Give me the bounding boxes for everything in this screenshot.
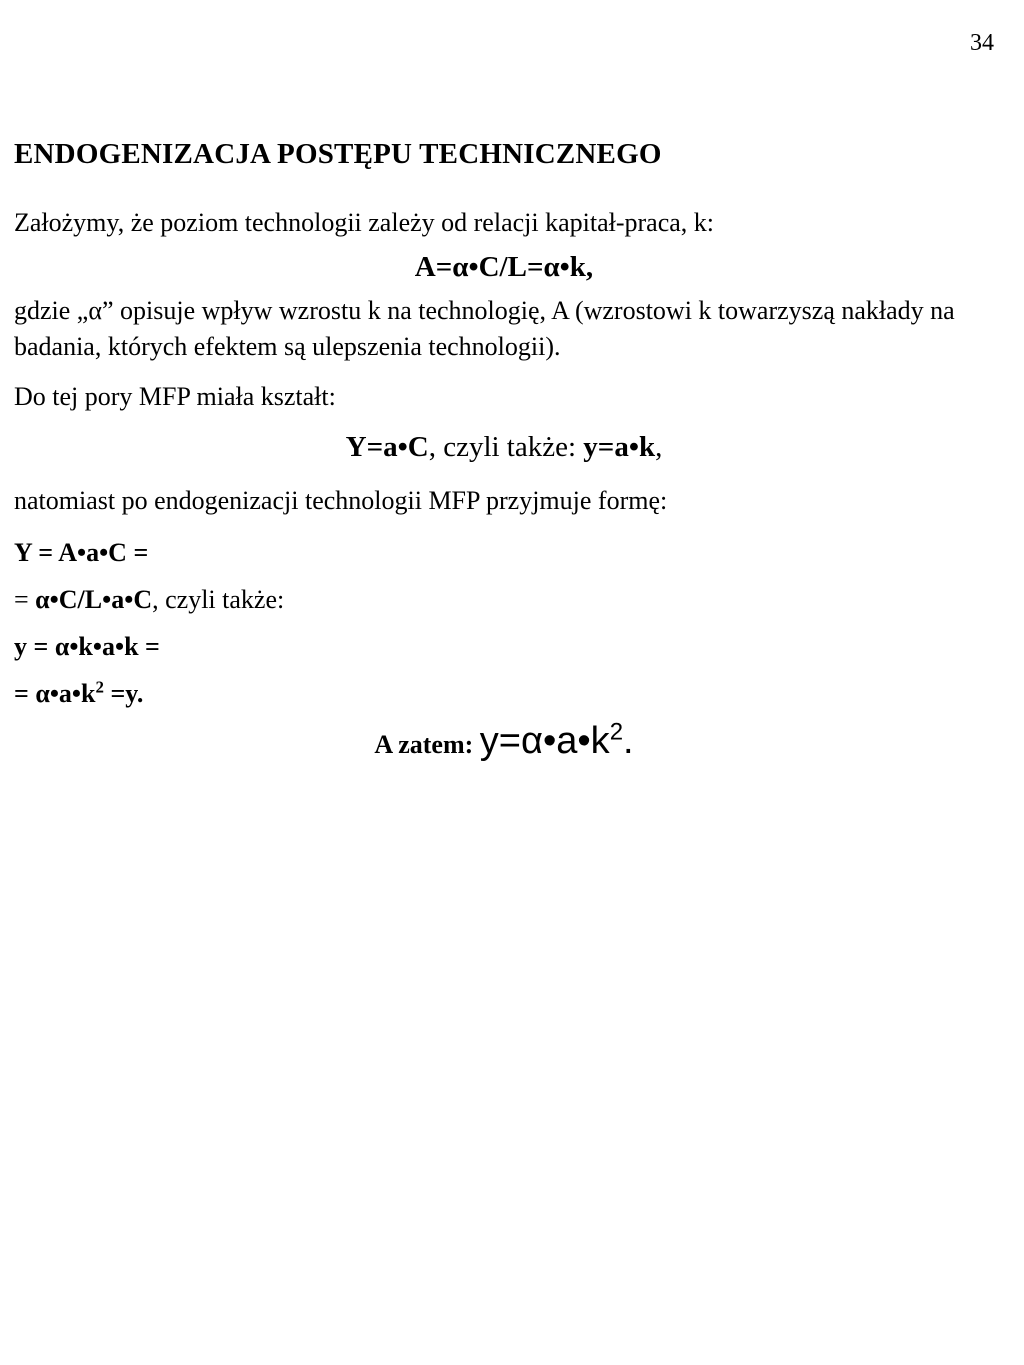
conclusion-formula-exponent: 2 bbox=[609, 718, 624, 746]
conclusion-line bbox=[14, 718, 994, 763]
mfp-endogenous-paragraph: natomiast po endogenizacji technologii MFP przyjmuje formę: bbox=[14, 486, 668, 515]
equation-mfp-previous bbox=[14, 429, 994, 465]
conclusion-formula-tail: . bbox=[623, 720, 634, 762]
conclusion-formula bbox=[480, 720, 634, 762]
page-title: ENDOGENIZACJA POSTĘPU TECHNICZNEGO bbox=[14, 138, 662, 170]
derivation-line-4-main: = α•a•k bbox=[14, 679, 96, 708]
document-body bbox=[14, 138, 994, 763]
equation-mfp-previous-connector: , czyli także: bbox=[428, 431, 584, 463]
equation-mfp-previous-y: y=a•k bbox=[583, 431, 656, 463]
derivation-line-4 bbox=[14, 676, 994, 712]
derivation-line-3: y = α•k•a•k = bbox=[14, 632, 160, 661]
derivation-line-2-formula: α•C/L•a•C bbox=[35, 585, 153, 614]
equation-mfp-previous-Y: Y=a•C bbox=[345, 431, 429, 463]
page-number: 34 bbox=[970, 30, 994, 56]
mfp-previous-paragraph: Do tej pory MFP miała kształt: bbox=[14, 382, 336, 411]
derivation-line-4-exponent: 2 bbox=[95, 677, 104, 697]
derivation-line-1: Y = A•a•C = bbox=[14, 538, 149, 567]
conclusion-formula-main: y=α•a•k bbox=[479, 720, 610, 762]
derivation-line-2-suffix: , czyli także: bbox=[152, 585, 285, 614]
equation-technology: A=α•C/L=α•k, bbox=[414, 251, 594, 283]
alpha-description-paragraph: gdzie „α” opisuje wpływ wzrostu k na technologię, A (wzrostowi k towarzyszą nakłady na badania, których efektem są ulepszenia technologii). bbox=[14, 296, 955, 361]
derivation-line-4-tail: =y. bbox=[103, 679, 144, 708]
intro-paragraph: Założymy, że poziom technologii zależy od relacji kapitał-praca, k: bbox=[14, 208, 715, 237]
derivation-line-2-prefix: = bbox=[14, 585, 36, 614]
derivation-line-2 bbox=[14, 582, 994, 618]
equation-mfp-previous-comma: , bbox=[655, 431, 663, 463]
conclusion-label: A zatem: bbox=[374, 730, 480, 759]
